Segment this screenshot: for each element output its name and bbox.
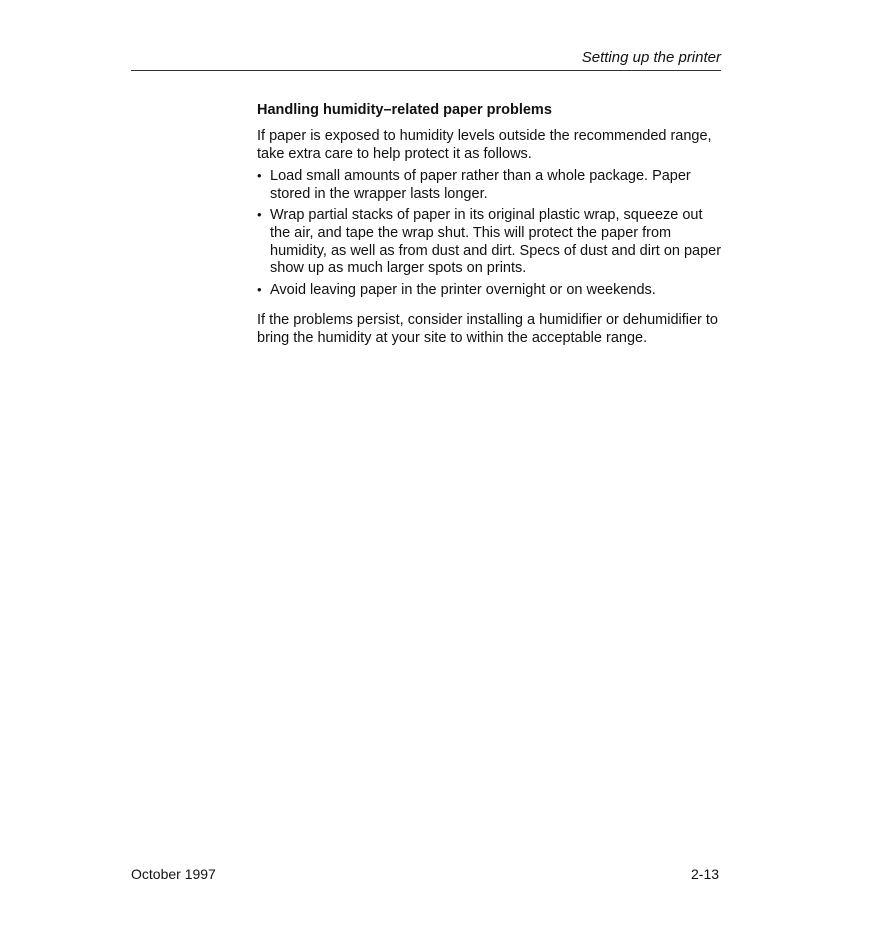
list-item bbox=[257, 207, 723, 277]
list-item bbox=[257, 282, 723, 300]
list-item-text: Load small amounts of paper rather than a whole package. Paper stored in the wrapper lasts longer. bbox=[270, 168, 691, 202]
list-item-text: Wrap partial stacks of paper in its original plastic wrap, squeeze out the air, and tape the wrap shut. This will protect the paper from humidity, as well as from dust and dirt. Specs of dust and dirt on paper show up as much larger spots on prints. bbox=[270, 207, 722, 277]
footer-page-number: 2-13 bbox=[691, 866, 720, 882]
running-header-title: Setting up the printer bbox=[581, 49, 721, 66]
section-heading: Handling humidity–related paper problems bbox=[257, 102, 552, 118]
closing-paragraph: If the problems persist, consider installing a humidifier or dehumidifier to bring the humidity at your site to within the acceptable range. bbox=[257, 312, 718, 346]
bullet-icon: • bbox=[257, 207, 262, 223]
list-item bbox=[257, 168, 723, 203]
main-content bbox=[257, 101, 723, 348]
list-item-text: Avoid leaving paper in the printer overnight or on weekends. bbox=[270, 281, 656, 298]
intro-paragraph: If paper is exposed to humidity levels outside the recommended range, take extra care to help protect it as follows. bbox=[257, 128, 712, 162]
bullet-icon: • bbox=[257, 281, 262, 297]
bullet-icon: • bbox=[257, 168, 262, 184]
footer-date: October 1997 bbox=[131, 866, 216, 882]
bullet-list bbox=[257, 168, 723, 299]
page-header bbox=[131, 48, 721, 71]
